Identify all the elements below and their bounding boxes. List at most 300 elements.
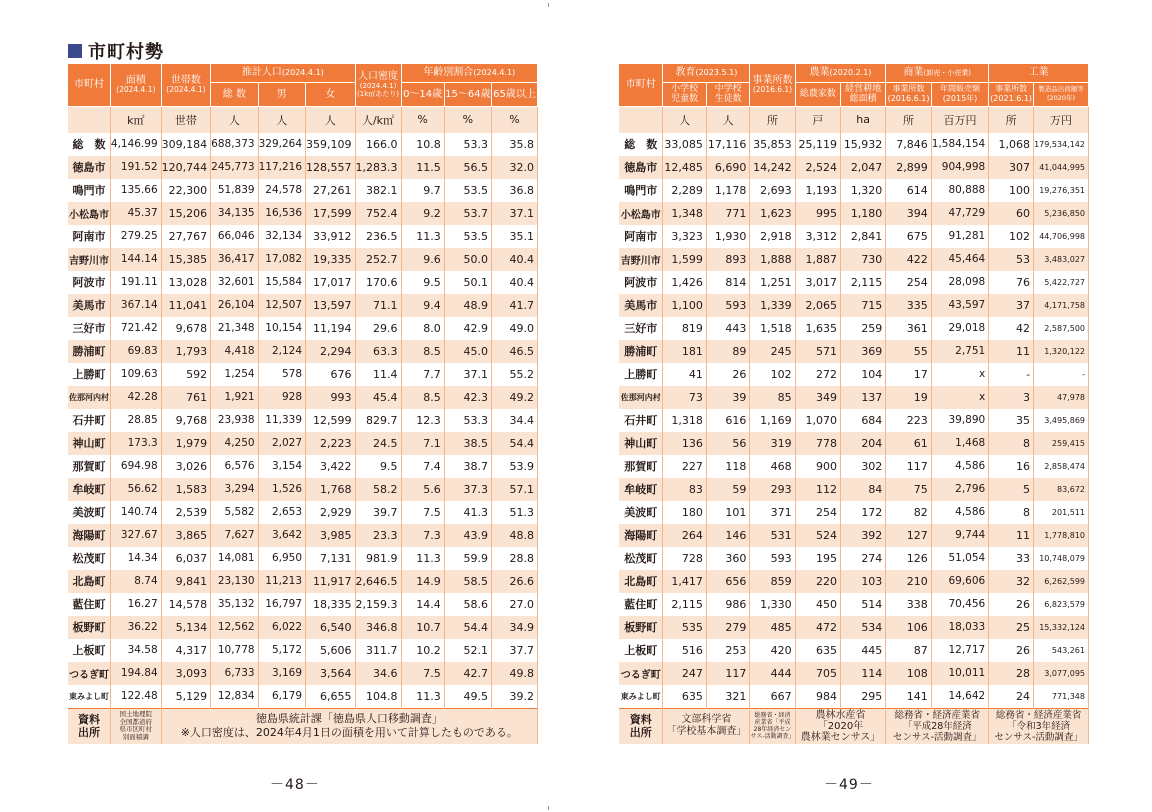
table-row (68, 455, 538, 478)
data-cell: 85 (750, 386, 795, 409)
data-cell: 28.8 (492, 547, 538, 570)
data-cell: 11 (989, 524, 1034, 547)
data-cell: 3,154 (258, 455, 305, 478)
municipality-name: 鳴門市 (619, 179, 663, 202)
data-cell: 359,109 (306, 133, 356, 156)
data-cell: 26 (989, 639, 1034, 662)
data-cell: 1,193 (795, 179, 840, 202)
data-cell: 28 (989, 662, 1034, 685)
data-cell: 144.14 (110, 248, 161, 271)
data-cell: 38.7 (444, 455, 491, 478)
data-cell: 17,082 (258, 248, 305, 271)
data-cell: 535 (663, 616, 706, 639)
data-cell: 53.3 (444, 409, 491, 432)
page-number-left: －48－ (270, 777, 320, 793)
table-row (68, 225, 538, 248)
data-cell: 1,417 (663, 570, 706, 593)
data-cell: 4,146.99 (110, 133, 161, 156)
municipality-name: 北島町 (68, 570, 110, 593)
table-row (619, 639, 1089, 662)
header-establishments (750, 64, 795, 106)
header-commerce (886, 64, 989, 82)
data-cell: 126 (886, 547, 931, 570)
data-cell: 25,119 (795, 133, 840, 156)
data-cell: 1,623 (750, 202, 795, 225)
municipality-name: 松茂町 (68, 547, 110, 570)
header-establishments-label: 事業所数 (752, 75, 793, 87)
data-cell: 17 (886, 363, 931, 386)
data-cell: 472 (795, 616, 840, 639)
data-cell: 236.5 (355, 225, 401, 248)
data-cell: 39.2 (492, 685, 538, 709)
data-cell: 3,642 (258, 524, 305, 547)
data-cell: 2,646.5 (355, 570, 401, 593)
data-cell: 57.1 (492, 478, 538, 501)
unit-cell: % (492, 106, 538, 133)
data-cell: 9.4 (401, 294, 444, 317)
data-cell: 778 (795, 432, 840, 455)
data-cell: 254 (886, 271, 931, 294)
data-cell: 578 (258, 363, 305, 386)
header-pop-total: 総 数 (211, 82, 258, 106)
header-junior: 中学校 生徒数 (706, 82, 749, 106)
data-cell: 33 (989, 547, 1034, 570)
data-cell: 3,026 (161, 455, 211, 478)
municipality-name: 総 数 (619, 133, 663, 156)
data-cell: 986 (706, 593, 749, 616)
data-cell: 112 (795, 478, 840, 501)
municipality-name: 勝浦町 (68, 340, 110, 363)
data-cell: 1,169 (750, 409, 795, 432)
table-row (68, 294, 538, 317)
data-cell: 56.5 (444, 156, 491, 179)
header-agri-date: (2020.2.1) (829, 68, 872, 78)
data-cell: 1,070 (795, 409, 840, 432)
data-cell: 8.5 (401, 340, 444, 363)
page-title-text: 市町村勢 (88, 42, 164, 63)
data-cell: 91,281 (931, 225, 988, 248)
municipality-name: 牟岐町 (619, 478, 663, 501)
data-cell: 14,642 (931, 685, 988, 709)
data-cell: 104 (840, 363, 885, 386)
data-cell: 12.3 (401, 409, 444, 432)
table-row (68, 616, 538, 639)
data-cell: 1,468 (931, 432, 988, 455)
data-cell: 37.1 (444, 363, 491, 386)
header-ind-shipment: 製造品出荷額等 (2020年) (1034, 82, 1089, 106)
data-cell: 27,767 (161, 225, 211, 248)
table-row (68, 639, 538, 662)
municipality-name: 総 数 (68, 133, 110, 156)
data-cell: 41.3 (444, 501, 491, 524)
data-cell: 1,426 (663, 271, 706, 294)
data-cell: 993 (306, 386, 356, 409)
data-cell: 9.2 (401, 202, 444, 225)
source-industry: 総務省・経済産業省 「令和3年経済 センサス-活動調査」 (989, 708, 1089, 744)
data-cell: 593 (706, 294, 749, 317)
header-age-group-date: (2024.4.1) (473, 68, 516, 78)
data-cell: 61 (886, 432, 931, 455)
data-cell: 18,033 (931, 616, 988, 639)
data-cell: 295 (840, 685, 885, 709)
data-cell: 35.8 (492, 133, 538, 156)
data-cell: 9.5 (355, 455, 401, 478)
data-cell: 9,768 (161, 409, 211, 432)
data-cell: 1,921 (211, 386, 258, 409)
municipality-name: つるぎ町 (619, 662, 663, 685)
data-cell: 1,251 (750, 271, 795, 294)
table-row (68, 478, 538, 501)
data-cell: 485 (750, 616, 795, 639)
data-cell: 15,584 (258, 271, 305, 294)
data-cell: 54.4 (444, 616, 491, 639)
header-farm-households: 総農家数 (795, 82, 840, 106)
data-cell: 6,733 (211, 662, 258, 685)
data-cell: 10,011 (931, 662, 988, 685)
data-cell: 32,601 (211, 271, 258, 294)
data-cell: 15,932 (840, 133, 885, 156)
header-education-date: (2023.5.1) (695, 68, 738, 78)
data-cell: 5 (989, 478, 1034, 501)
data-cell: 259,415 (1034, 432, 1089, 455)
data-cell: 450 (795, 593, 840, 616)
data-cell: 51,839 (211, 179, 258, 202)
data-cell: 55.2 (492, 363, 538, 386)
table-row (619, 455, 1089, 478)
data-cell: 49.2 (492, 386, 538, 409)
data-cell: 5,172 (258, 639, 305, 662)
source-education: 文部科学省 「学校基本調査」 (663, 708, 750, 744)
data-cell: 445 (840, 639, 885, 662)
data-cell: 37.3 (444, 478, 491, 501)
data-cell: 29,018 (931, 317, 988, 340)
data-cell: 49.8 (492, 662, 538, 685)
header-pop-female: 女 (306, 82, 356, 106)
units-row (68, 106, 538, 133)
municipality-name: 那賀町 (68, 455, 110, 478)
data-cell: 34.9 (492, 616, 538, 639)
data-cell: 859 (750, 570, 795, 593)
source-main-text: 徳島県統計課「徳島県人口移動調査」 (255, 712, 443, 726)
municipality-name: 三好市 (619, 317, 663, 340)
municipality-name: 神山町 (68, 432, 110, 455)
data-cell: 102 (989, 225, 1034, 248)
header-households (161, 64, 211, 106)
data-cell: 24.5 (355, 432, 401, 455)
data-cell: 4,586 (931, 501, 988, 524)
data-cell: 349 (795, 386, 840, 409)
table-row (619, 340, 1089, 363)
municipality-name: 那賀町 (619, 455, 663, 478)
data-cell: 45.0 (444, 340, 491, 363)
data-cell: 38.5 (444, 432, 491, 455)
data-cell: 245,773 (211, 156, 258, 179)
data-cell: 253 (706, 639, 749, 662)
data-cell: 3 (989, 386, 1034, 409)
municipality-name: 石井町 (619, 409, 663, 432)
data-cell: 223 (886, 409, 931, 432)
header-age-65: 65歳以上 (492, 82, 538, 106)
municipality-name: 藍住町 (68, 593, 110, 616)
municipality-name: 吉野川市 (619, 248, 663, 271)
data-cell: 11.4 (355, 363, 401, 386)
data-cell: 307 (989, 156, 1034, 179)
data-cell: 27,261 (306, 179, 356, 202)
municipality-name: 小松島市 (619, 202, 663, 225)
data-cell: 191.11 (110, 271, 161, 294)
data-cell: 140.74 (110, 501, 161, 524)
data-cell: 7,846 (886, 133, 931, 156)
data-cell: 32 (989, 570, 1034, 593)
unit-cell: 所 (989, 106, 1034, 133)
unit-cell: 人 (258, 106, 305, 133)
data-cell: 3,017 (795, 271, 840, 294)
municipality-name: 美波町 (619, 501, 663, 524)
data-cell: 179,534,142 (1034, 133, 1089, 156)
data-cell: 89 (706, 340, 749, 363)
header-age-0-14: 0〜14歳 (401, 82, 444, 106)
data-cell: 761 (161, 386, 211, 409)
header-commerce-label: 商業 (903, 66, 924, 78)
data-cell: 26.6 (492, 570, 538, 593)
data-cell: 814 (706, 271, 749, 294)
data-cell: 2,124 (258, 340, 305, 363)
header-education-label: 教育 (675, 67, 696, 79)
data-cell: 1,254 (211, 363, 258, 386)
units-blank (68, 106, 110, 133)
data-cell: 3,483,027 (1034, 248, 1089, 271)
municipality-name: 吉野川市 (68, 248, 110, 271)
data-cell: 543,261 (1034, 639, 1089, 662)
table-row (68, 156, 538, 179)
data-cell: 42.28 (110, 386, 161, 409)
data-cell: 2,693 (750, 179, 795, 202)
table-row (619, 317, 1089, 340)
data-cell: 2,047 (840, 156, 885, 179)
data-cell: 1,283.3 (355, 156, 401, 179)
data-cell: 54.4 (492, 432, 538, 455)
data-cell: 684 (840, 409, 885, 432)
data-cell: 14,578 (161, 593, 211, 616)
data-cell: 9,744 (931, 524, 988, 547)
data-cell: 7.3 (401, 524, 444, 547)
municipality-name: つるぎ町 (68, 662, 110, 685)
data-cell: 6,576 (211, 455, 258, 478)
data-cell: 7.4 (401, 455, 444, 478)
data-cell: 11.3 (401, 685, 444, 709)
unit-cell: 万円 (1034, 106, 1089, 133)
data-cell: 1,635 (795, 317, 840, 340)
data-cell: 1,930 (706, 225, 749, 248)
data-cell: 36.22 (110, 616, 161, 639)
unit-cell: 人 (211, 106, 258, 133)
data-cell: 69,606 (931, 570, 988, 593)
data-cell: 592 (161, 363, 211, 386)
data-cell: 6,037 (161, 547, 211, 570)
table-body (68, 106, 538, 708)
data-cell: 524 (795, 524, 840, 547)
data-cell: 360 (706, 547, 749, 570)
data-cell: 4,418 (211, 340, 258, 363)
data-cell: 6,179 (258, 685, 305, 709)
data-cell: 42.9 (444, 317, 491, 340)
data-cell: 900 (795, 455, 840, 478)
data-cell: 18,335 (306, 593, 356, 616)
data-cell: 9,841 (161, 570, 211, 593)
header-pop-group-date: (2024.4.1) (281, 68, 324, 78)
right-page (619, 38, 1089, 744)
data-cell: 127 (886, 524, 931, 547)
data-cell: 104.8 (355, 685, 401, 709)
data-cell: 48.9 (444, 294, 491, 317)
data-cell: 39,890 (931, 409, 988, 432)
data-cell: 15,385 (161, 248, 211, 271)
municipality-name: 阿波市 (619, 271, 663, 294)
data-cell: 109.63 (110, 363, 161, 386)
data-cell: 37.7 (492, 639, 538, 662)
data-cell: 34.4 (492, 409, 538, 432)
table-row (68, 179, 538, 202)
data-cell: 83 (663, 478, 706, 501)
data-cell: 2,653 (258, 501, 305, 524)
header-households-label: 世帯数 (170, 75, 201, 87)
data-cell: 904,998 (931, 156, 988, 179)
data-cell: 928 (258, 386, 305, 409)
data-cell: 6,823,579 (1034, 593, 1089, 616)
header-establishments-date: (2016.6.1) (752, 85, 793, 95)
header-com-estab: 事業所数 (2016.6.1) (886, 82, 931, 106)
municipality-name: 三好市 (68, 317, 110, 340)
data-cell: 5,236,850 (1034, 202, 1089, 225)
data-cell: 4,317 (161, 639, 211, 662)
data-cell: 13,597 (306, 294, 356, 317)
data-cell: 166.0 (355, 133, 401, 156)
data-cell: 2,524 (795, 156, 840, 179)
data-cell: 9.6 (401, 248, 444, 271)
data-cell: 11,339 (258, 409, 305, 432)
data-cell: 6,022 (258, 616, 305, 639)
data-cell: 17,599 (306, 202, 356, 225)
data-cell: 10.7 (401, 616, 444, 639)
units-blank (619, 106, 663, 133)
data-cell: 172 (840, 501, 885, 524)
data-cell: 7.5 (401, 501, 444, 524)
data-cell: 36,417 (211, 248, 258, 271)
data-cell: 252.7 (355, 248, 401, 271)
data-cell: 47,729 (931, 202, 988, 225)
data-cell: 56.62 (110, 478, 161, 501)
data-cell: 40.4 (492, 248, 538, 271)
unit-cell: 所 (886, 106, 931, 133)
data-cell: 829.7 (355, 409, 401, 432)
data-cell: 29.6 (355, 317, 401, 340)
data-cell: 7.5 (401, 662, 444, 685)
data-cell: 23,938 (211, 409, 258, 432)
data-cell: 34.6 (355, 662, 401, 685)
data-cell: 420 (750, 639, 795, 662)
data-cell: 53.3 (444, 133, 491, 156)
data-cell: 361 (886, 317, 931, 340)
municipality-name: 上板町 (619, 639, 663, 662)
data-cell: 117 (706, 662, 749, 685)
data-cell: 1,599 (663, 248, 706, 271)
data-cell: 170.6 (355, 271, 401, 294)
data-cell: 309,184 (161, 133, 211, 156)
data-cell: 14.9 (401, 570, 444, 593)
header-density-note: (1k㎡あたり) (357, 90, 399, 99)
data-cell: 8.5 (401, 386, 444, 409)
data-cell: 16.27 (110, 593, 161, 616)
data-cell: 8 (989, 432, 1034, 455)
data-cell: 11,213 (258, 570, 305, 593)
data-cell: 14.34 (110, 547, 161, 570)
data-cell: 73 (663, 386, 706, 409)
data-cell: 254 (795, 501, 840, 524)
data-cell: 80,888 (931, 179, 988, 202)
data-cell: 26 (706, 363, 749, 386)
data-cell: 1,100 (663, 294, 706, 317)
data-cell: 5,582 (211, 501, 258, 524)
table-row (68, 133, 538, 156)
data-cell: 49.5 (444, 685, 491, 709)
data-cell: 771 (706, 202, 749, 225)
data-cell: 2,065 (795, 294, 840, 317)
data-cell: 66,046 (211, 225, 258, 248)
data-cell: 9.5 (401, 271, 444, 294)
data-cell: 8 (989, 501, 1034, 524)
table-row (619, 662, 1089, 685)
data-cell: 49.0 (492, 317, 538, 340)
data-cell: 59 (706, 478, 749, 501)
data-cell: 1,178 (706, 179, 749, 202)
data-cell: 321 (706, 685, 749, 709)
data-cell: 2,115 (840, 271, 885, 294)
data-cell: 37 (989, 294, 1034, 317)
source-estab: 総務省・経済 産業省「平成 28年経済セン サス-活動調査」 (750, 708, 795, 744)
data-cell: 19,335 (306, 248, 356, 271)
data-cell: 21,348 (211, 317, 258, 340)
source-label: 資料 出所 (68, 708, 110, 744)
data-cell: 19,276,351 (1034, 179, 1089, 202)
table-row (619, 202, 1089, 225)
header-households-date: (2024.4.1) (166, 85, 206, 95)
data-cell: 2,841 (840, 225, 885, 248)
source-agri: 農林水産省 「2020年 農林業センサス」 (795, 708, 886, 744)
data-cell: 48.8 (492, 524, 538, 547)
table-row (68, 524, 538, 547)
data-cell: 7.7 (401, 363, 444, 386)
table-row (68, 685, 538, 709)
data-cell: 531 (750, 524, 795, 547)
municipality-name: 阿南市 (68, 225, 110, 248)
data-cell: 893 (706, 248, 749, 271)
data-cell: 274 (840, 547, 885, 570)
data-cell: 117 (886, 455, 931, 478)
municipality-name: 美馬市 (619, 294, 663, 317)
data-cell: 24 (989, 685, 1034, 709)
data-cell: 4,250 (211, 432, 258, 455)
data-cell: 42 (989, 317, 1034, 340)
municipality-name: 上勝町 (68, 363, 110, 386)
data-cell: 17,017 (306, 271, 356, 294)
data-cell: 194.84 (110, 662, 161, 685)
data-cell: 35,132 (211, 593, 258, 616)
data-cell: 11,041 (161, 294, 211, 317)
data-cell: 1,793 (161, 340, 211, 363)
data-cell: 3,077,095 (1034, 662, 1089, 685)
data-cell: 346.8 (355, 616, 401, 639)
data-cell: 468 (750, 455, 795, 478)
